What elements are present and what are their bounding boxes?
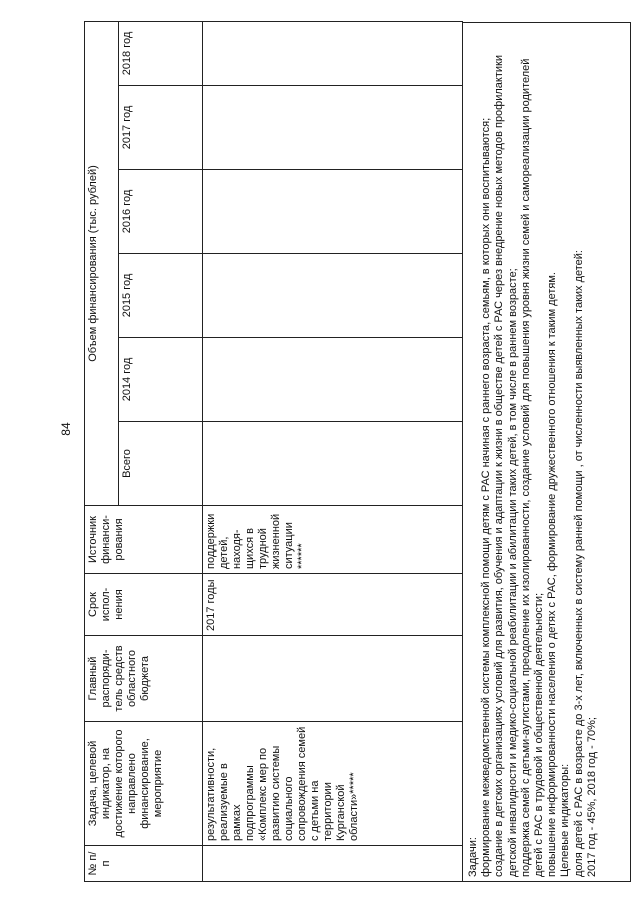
indicators-heading: Целевые индикаторы: xyxy=(559,763,572,877)
header-source: Источник финанси-рования xyxy=(85,506,203,574)
cell-task: результативности, реализуемые в рамках подпрограммы «Комплекс мер по развитию системы социального сопровождения семей с детьми на территории Курганской области»***** xyxy=(203,722,463,846)
header-2014: 2014 год xyxy=(119,338,203,422)
header-2015: 2015 год xyxy=(119,254,203,338)
header-2017: 2017 год xyxy=(119,86,203,170)
task-item: формирование межведомственной системы комплексной помощи детям с РАС начиная с раннего возраста, семьям, в которых они воспитываются; xyxy=(480,117,493,877)
cell-2016 xyxy=(203,170,463,254)
indicator-item: доля детей с РАС в возрасте до 3-х лет, включенных в систему ранней помощи , от численности выявленных таких детей: xyxy=(572,250,585,877)
rotated-sheet xyxy=(84,22,632,882)
cell-num xyxy=(203,846,463,882)
cell-2015 xyxy=(203,254,463,338)
tasks-block xyxy=(463,22,631,882)
header-task: Задача, целевой индикатор, на достижение которого направлено финансирование, мероприятие xyxy=(85,722,203,846)
cell-2018 xyxy=(203,21,463,85)
cell-source: поддержки детей, находя-щихся в трудной жизненной ситуации ****** xyxy=(203,506,463,574)
indicator-values: 2017 год - 45%, 2018 год - 70%; xyxy=(585,717,598,877)
header-2016: 2016 год xyxy=(119,170,203,254)
financing-table xyxy=(84,21,463,882)
table-row xyxy=(203,21,463,881)
cell-total xyxy=(203,422,463,506)
header-admin: Главный распоряди-тель средств областного бюджета xyxy=(85,636,203,722)
task-item: создание в детских организациях условий для развития, обучения и адаптации к жизни в обществе детей с РАС через внедрение новых методов профилактики детской инвалидности и медико-социальной реабилитации и абилитации таких детей, в том числе в раннем возрасте; xyxy=(493,55,519,877)
header-term: Срок испол-нения xyxy=(85,574,203,636)
task-item: повышение информированности населения о детях с РАС, формирование дружественного отношения к таким детям. xyxy=(546,272,559,877)
header-funding-group: Объем финансирования (тыс. рублей) xyxy=(85,21,119,505)
cell-2017 xyxy=(203,86,463,170)
cell-admin xyxy=(203,636,463,722)
task-item: поддержка семей с детьми-аутистами, преодоление их изолированности, создание условий для повышения уровня жизни семей и самореализации родителей детей с РАС в трудовой и общественной деятельности; xyxy=(519,58,545,877)
cell-term: 2017 годы xyxy=(203,574,463,636)
header-num: № п/п xyxy=(85,846,203,882)
header-total: Всего xyxy=(119,422,203,506)
cell-2014 xyxy=(203,338,463,422)
header-2018: 2018 год xyxy=(119,21,203,85)
page-number: 84 xyxy=(59,422,73,436)
tasks-heading: Задачи: xyxy=(467,837,479,877)
